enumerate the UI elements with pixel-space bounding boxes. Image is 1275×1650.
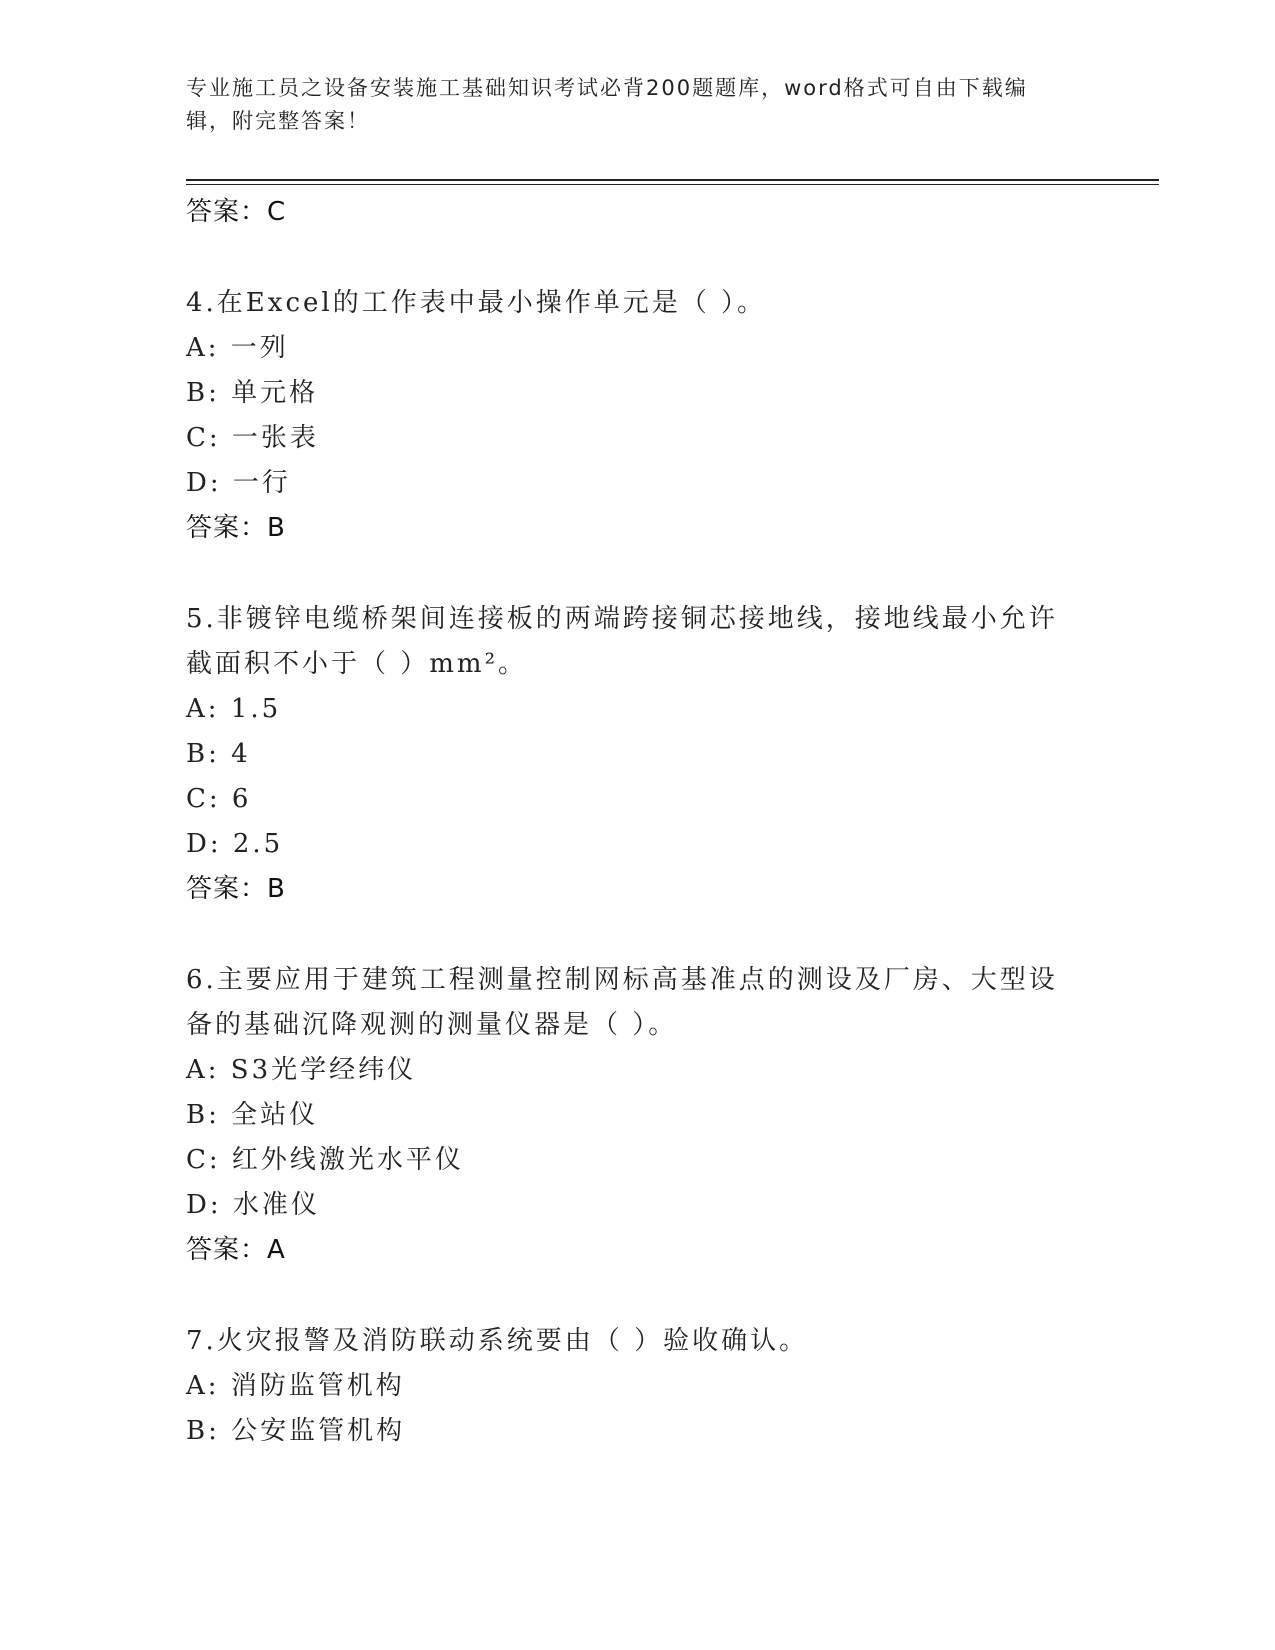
option-d: D: 水准仪: [186, 1190, 320, 1220]
option-c: C: 一张表: [186, 423, 319, 453]
question-text: 5.非镀锌电缆桥架间连接板的两端跨接铜芯接地线，接地线最小允许截面积不小于（ ）mm²。: [186, 604, 1058, 679]
option-c: C: 红外线激光水平仪: [186, 1145, 464, 1175]
answer-line: 答案：B: [186, 513, 286, 543]
answer-line: 答案：C: [186, 197, 287, 227]
option-a: A: 消防监管机构: [186, 1371, 405, 1401]
question-text: 6.主要应用于建筑工程测量控制网标高基准点的测设及厂房、大型设备的基础沉降观测的测量仪器是（ ）。: [186, 965, 1058, 1040]
option-a: A: S3光学经纬仪: [186, 1055, 417, 1085]
option-d: D: 一行: [186, 468, 291, 498]
question-block: [186, 597, 1066, 911]
answer-line: 答案：B: [186, 874, 286, 904]
option-b: B: 4: [186, 739, 251, 769]
option-a: A: 1.5: [186, 694, 282, 724]
question-block: [186, 958, 1066, 1272]
option-b: B: 全站仪: [186, 1100, 319, 1130]
option-b: B: 单元格: [186, 378, 319, 408]
document-body: [186, 190, 1066, 1454]
question-text: 7.火灾报警及消防联动系统要由（ ）验收确认。: [186, 1326, 809, 1356]
document-header: 专业施工员之设备安装施工基础知识考试必背200题题库，word格式可自由下载编辑，附完整答案！: [186, 76, 1028, 133]
question-block: [186, 1319, 1066, 1454]
option-a: A: 一列: [186, 333, 289, 363]
option-b: B: 公安监管机构: [186, 1416, 406, 1446]
question-block: [186, 281, 1066, 550]
header-divider-thin: [186, 184, 1159, 185]
header-divider: [186, 179, 1159, 181]
option-d: D: 2.5: [186, 829, 284, 859]
question-text: 4.在Excel的工作表中最小操作单元是（ ）。: [186, 288, 766, 318]
option-c: C: 6: [186, 784, 252, 814]
answer-line: 答案：A: [186, 1235, 286, 1265]
